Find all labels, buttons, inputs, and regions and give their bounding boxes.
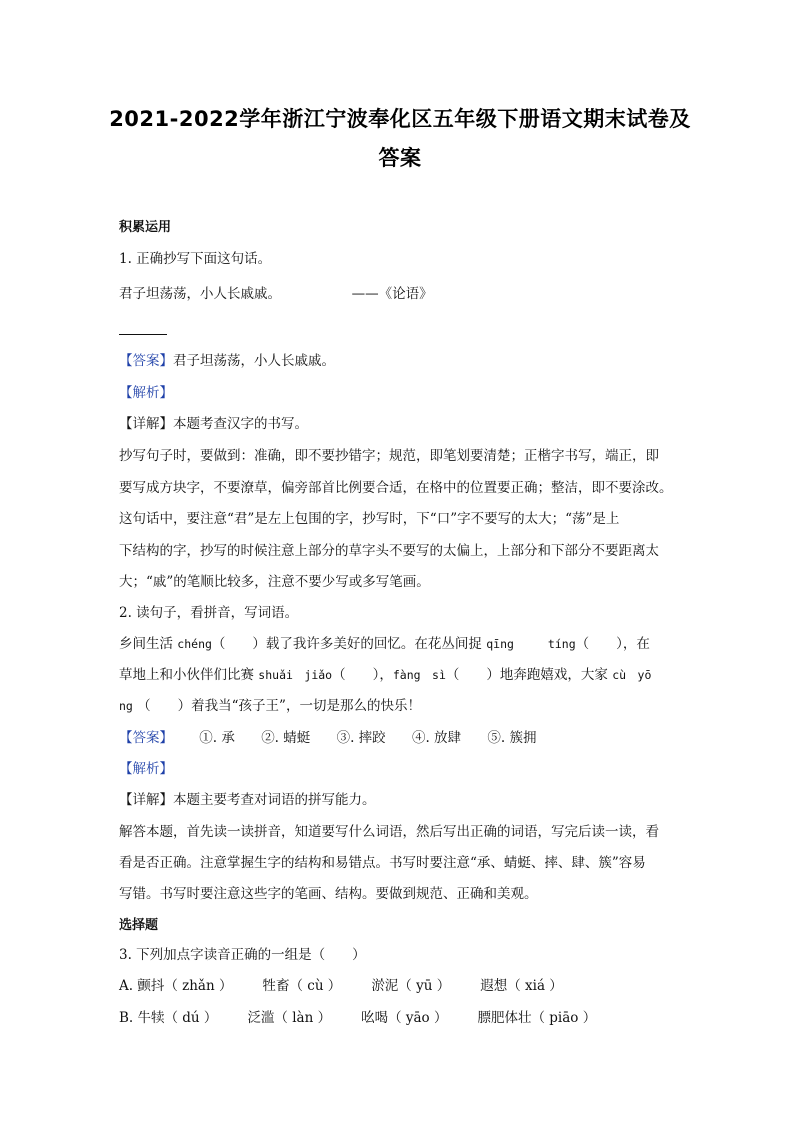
q3-option-item: 遐想（ xiá ）	[480, 978, 563, 994]
pinyin: qīng	[486, 637, 514, 651]
q1-detail-tag: 【详解】	[119, 416, 173, 432]
q2-text: 乡间生活	[119, 636, 178, 652]
pinyin: tíng	[547, 637, 576, 651]
q2-para-line: 解答本题，首先读一读拼音，知道要写什么词语，然后写出正确的词语，写完后读一读，看	[119, 824, 659, 840]
document-title-line2: 答案	[378, 146, 422, 170]
section-heading-accumulation: 积累运用	[119, 220, 172, 235]
q1-analysis-tag: 【解析】	[119, 385, 173, 401]
q2-para-line: 写错。书写时要注意这些字的笔画、结构。要做到规范、正确和美观。	[119, 886, 538, 902]
q2-detail-row	[119, 790, 376, 810]
q3-option-item: 膘肥体壮（ piāo ）	[477, 1010, 597, 1026]
q2-text: （ ）载了我许多美好的回忆。在花丛间捉	[211, 636, 487, 652]
q2-detail-tag: 【详解】	[119, 792, 173, 808]
q2-text: （ ），	[332, 667, 393, 683]
q2-analysis-tag: 【解析】	[119, 761, 173, 777]
q1-detail-row	[119, 414, 308, 434]
q2-sentence-row1	[119, 634, 650, 654]
pinyin: shuǎi jiǎo	[258, 668, 333, 682]
q2-sentence-row3	[119, 696, 421, 716]
q2-answer-item: ④. 放肆	[411, 730, 462, 746]
q2-question: 2. 读句子，看拼音，写词语。	[119, 605, 299, 621]
q1-question: 1. 正确抄写下面这句话。	[119, 251, 272, 267]
q3-option-item: 泛滥（ làn ）	[247, 1010, 332, 1026]
q1-answer-blank	[119, 334, 167, 335]
q1-para-line: 抄写句子时，要做到：准确，即不要抄错字；规范，即笔划要清楚；正楷字书写，端正，即	[119, 448, 659, 464]
q3-question: 3. 下列加点字读音正确的一组是（ ）	[119, 947, 366, 963]
q1-detail-text: 本题考查汉字的书写。	[173, 416, 308, 432]
q2-answer-item: ③. 摔跤	[336, 730, 386, 746]
q2-sentence-row2	[119, 665, 651, 685]
q1-source: ——《论语》	[351, 286, 433, 302]
q2-answer-row	[119, 728, 536, 748]
q1-sentence: 君子坦荡荡，小人长戚戚。	[119, 286, 281, 302]
q2-text: （ ）地奔跑嬉戏，大家	[445, 667, 613, 683]
q1-answer-tag: 【答案】	[119, 353, 173, 369]
q1-sentence-row	[119, 284, 433, 304]
q1-para-line: 这句话中，要注意“君”是左上包围的字，抄写时，下“口”字不要写的太大；“荡”是上	[119, 511, 620, 527]
q2-answer-item: ⑤. 簇拥	[487, 730, 537, 746]
section-heading-choice: 选择题	[119, 918, 159, 933]
q1-para-line: 要写成方块字，不要潦草，偏旁部首比例要合适，在格中的位置要正确；整洁，即不要涂改。	[119, 480, 673, 496]
q1-answer-row	[119, 351, 335, 371]
pinyin: fàng sì	[392, 668, 446, 682]
q1-para-line: 大；“戚”的笔顺比较多，注意不要少写或多写笔画。	[119, 574, 430, 590]
q2-text: （ ），在	[575, 636, 650, 652]
pinyin: cù yō	[612, 668, 652, 682]
q2-text: 草地上和小伙伴们比赛	[119, 667, 259, 683]
q2-answer-item: ①. 承	[199, 730, 235, 746]
q2-answer-tag: 【答案】	[119, 730, 173, 746]
q2-answer-item: ②. 蜻蜓	[261, 730, 311, 746]
q3-option-item: B. 牛犊（ dú ）	[119, 1010, 218, 1026]
q3-option-item: 牲畜（ cù ）	[262, 978, 342, 994]
q2-para-line: 看是否正确。注意掌握生字的结构和易错点。书写时要注意“承、蜻蜓、摔、肆、簇”容易	[119, 855, 646, 871]
q3-option-item: 吆喝（ yāo ）	[361, 1010, 448, 1026]
q1-para-line: 下结构的字，抄写的时候注意上部分的草字头不要写的太偏上，上部分和下部分不要距离太	[119, 543, 659, 559]
q3-option-a	[119, 976, 563, 996]
q3-option-item: A. 颤抖（ zhǎn ）	[119, 978, 233, 994]
pinyin: chéng	[177, 637, 212, 651]
q2-text: （ ）着我当“孩子王”，一切是那么的快乐！	[132, 698, 421, 714]
pinyin: ng	[119, 699, 133, 713]
q2-detail-text: 本题主要考查对词语的拼写能力。	[173, 792, 376, 808]
q1-answer-text: 君子坦荡荡，小人长戚戚。	[173, 353, 335, 369]
q3-option-item: 淤泥（ yū ）	[371, 978, 451, 994]
document-title-line1: 2021-2022学年浙江宁波奉化区五年级下册语文期末试卷及	[109, 107, 691, 131]
q3-option-b	[119, 1008, 596, 1028]
